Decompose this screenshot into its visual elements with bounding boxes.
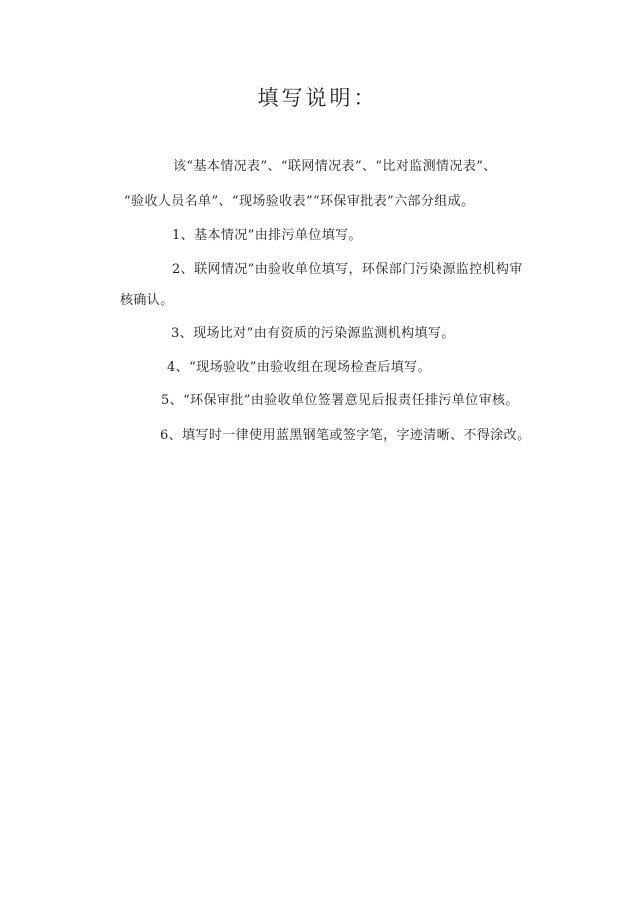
instruction-item-3: 3、现场比对”由有资质的污染源监测机构填写。 (171, 326, 455, 341)
instruction-item-6: 6、填写时一律使用蓝黑钢笔或签字笔，字迹清晰、不得涂改。 (160, 428, 531, 443)
intro-line-1: 该“基本情况表”、“联网情况表”、“比对监测情况表”、 (173, 159, 497, 174)
page-title: 填写说明： (257, 86, 378, 110)
intro-line-2: “验收人员名单”、“现场验收表”“环保审批表”六部分组成。 (124, 194, 475, 209)
instruction-item-1: 1、基本情况”由排污单位填写。 (172, 228, 362, 243)
instruction-item-2-continued: 核确认。 (120, 293, 174, 308)
instruction-item-5: 5、“环保审批”由验收单位签署意见后报责任排污单位审核。 (161, 393, 519, 408)
instruction-item-2: 2、联网情况”由验收单位填写，环保部门污染源监控机构审 (172, 262, 523, 277)
instruction-item-4: 4、“现场验收”由验收组在现场检查后填写。 (167, 360, 431, 375)
